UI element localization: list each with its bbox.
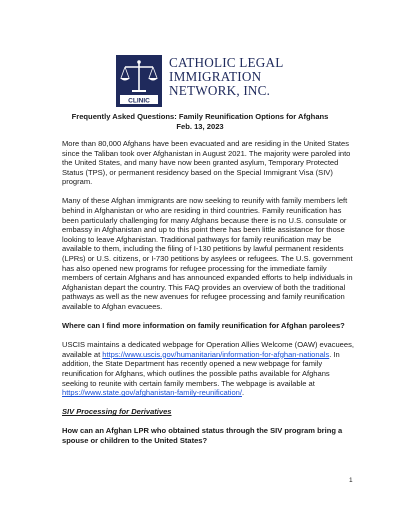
logo-line-1: CATHOLIC LEGAL: [169, 55, 284, 70]
answer-text-3: .: [241, 388, 245, 398]
logo-line-3: NETWORK, INC.: [169, 83, 271, 98]
logo-wordmark: [169, 56, 291, 98]
document-body: [62, 139, 354, 455]
state-dept-link[interactable]: https://www.state.gov/afghanistan-family-reunification/: [62, 388, 242, 398]
title-date: Feb. 13, 2023: [176, 122, 224, 131]
title-line-1: Frequently Asked Questions: Family Reunification Options for Afghans: [71, 112, 329, 121]
document-title: [40, 112, 360, 132]
answer-text-2: . In addition, the State Department has recently opened a new webpage for family reunification for Afghans, which outlines the possible paths available for Afghans seeking to reunite with certain family members. The webpage is available at: [62, 349, 340, 388]
page-number: 1: [349, 477, 353, 484]
answer-text-1: USCIS maintains a dedicated webpage for Operation Allies Welcome (OAW) evacuees, available at: [62, 340, 354, 359]
section-heading-siv: SIV Processing for Derivatives: [62, 407, 172, 417]
clinic-logo: [116, 55, 291, 113]
question-siv-derivatives: How can an Afghan LPR who obtained status through the SIV program bring a spouse or children to the United States?: [62, 426, 343, 445]
logo-line-2: IMMIGRATION: [169, 69, 262, 84]
intro-paragraph: More than 80,000 Afghans have been evacuated and are residing in the United States since the Taliban took over Afghanistan in August 2021. The majority were paroled into the United States, and many have now been granted asylum, Temporary Protected Status (TPS), or permanent residency based on the Special Immigrant Visa (SIV) program.: [62, 139, 351, 187]
logo-emblem-text: CLINIC: [128, 97, 150, 105]
background-paragraph: Many of these Afghan immigrants are now seeking to reunify with family members left behind in Afghanistan or who are residing in third countries. Family reunification has been particularly challenging for many Afghans because there is no U.S. consulate or embassy in Afghanistan and up to this point there has been little assistance for those looking to leave Afghanistan. Traditional pathways for family reunification may be available to them, including the filing of I-130 petitions by lawful permanent residents (LPRs) or U.S. citizens, or I-730 petitions by asylees or refugees. The U.S. government has also opened new programs for refugee processing for the immediate family members of certain Afghans and has announced expanded efforts to help individuals in Afghanistan depart the country. This FAQ provides an overview of both the traditional pathways as well as the new avenues for refugee processing and family reunification available to Afghan evacuees.: [62, 196, 353, 311]
answer-parolees: [62, 340, 354, 398]
question-parolees: Where can I find more information on family reunification for Afghan parolees?: [62, 321, 345, 331]
scales-of-justice-icon: [116, 55, 162, 107]
uscis-link[interactable]: https://www.uscis.gov/humanitarian/information-for-afghan-nationals: [102, 349, 330, 359]
